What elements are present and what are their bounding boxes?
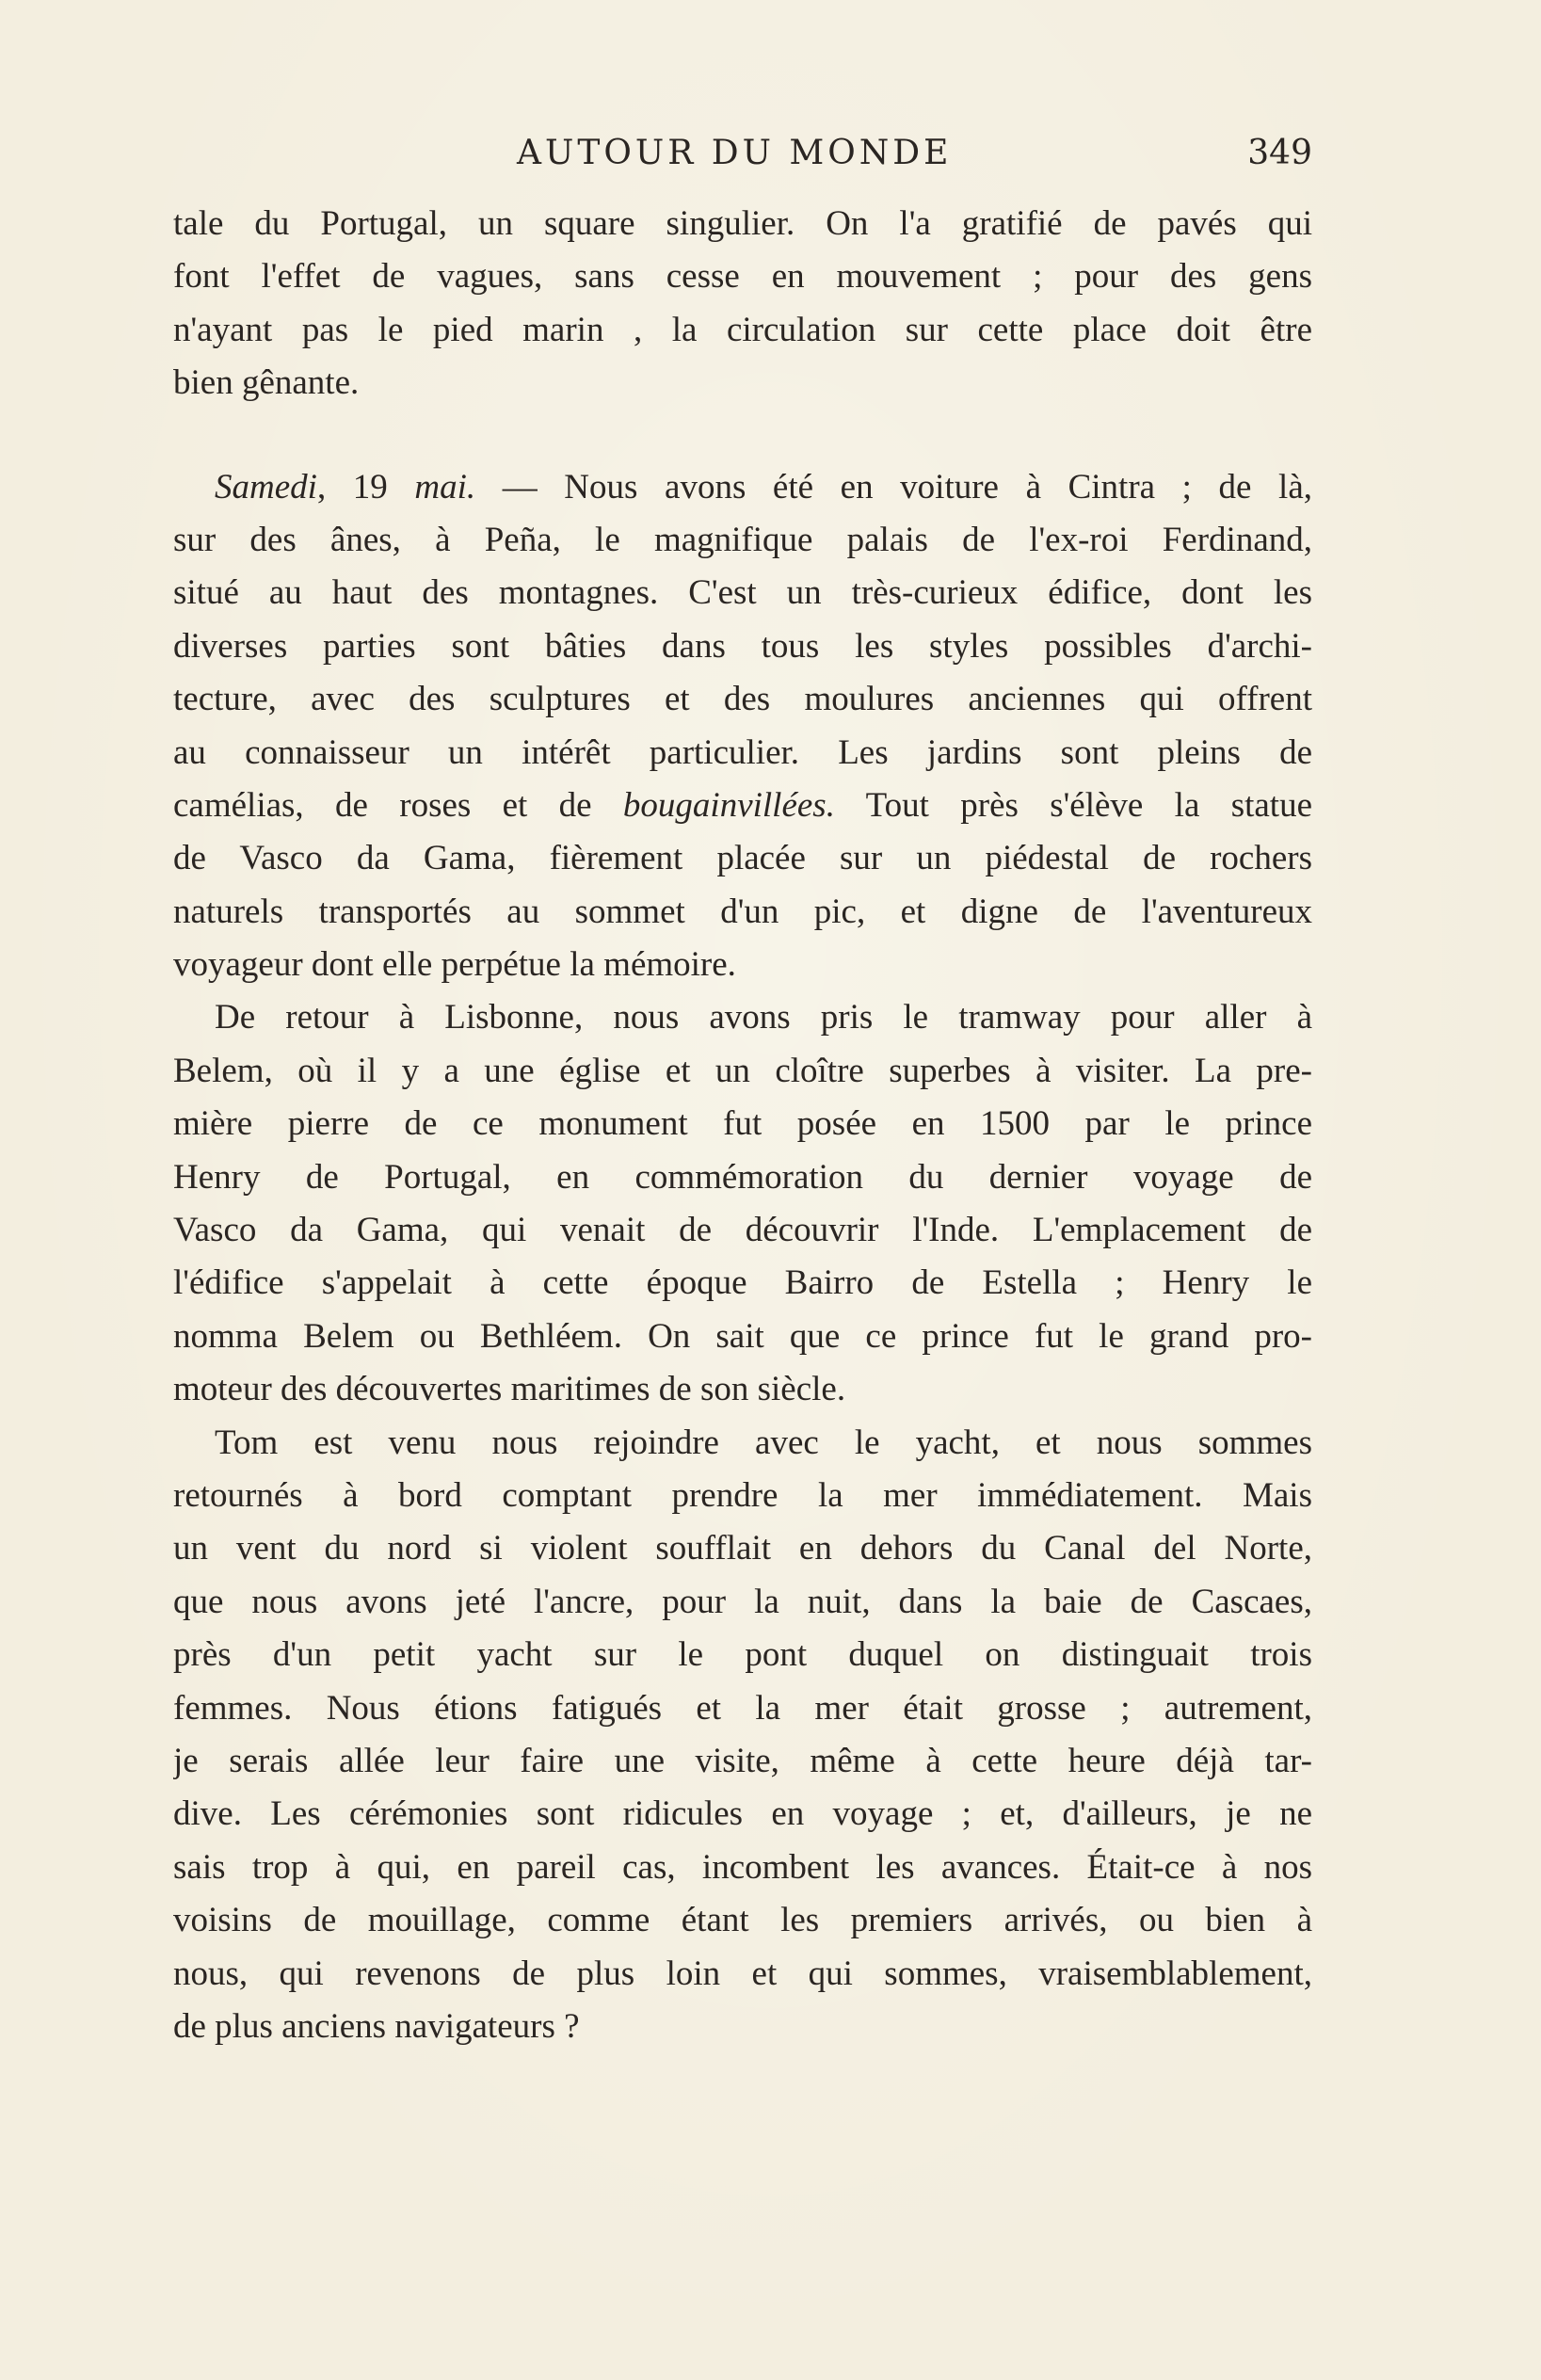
text-line: au connaisseur un intérêt particulier. Les jardins sont pleins de: [173, 732, 1312, 772]
paragraph-continuation: [173, 198, 1312, 410]
text-line: moteur des découvertes maritimes de son siècle.: [173, 1370, 846, 1409]
paragraph-tom: [173, 1417, 1312, 2054]
date-day: , 19: [316, 467, 415, 507]
body-text: [173, 198, 1312, 2053]
text-line-italic-term: [173, 780, 1312, 832]
text-line: de Vasco da Gama, fièrement placée sur un piédestal de rochers: [173, 839, 1312, 878]
paragraph-samedi: [173, 461, 1312, 992]
text-line: Vasco da Gama, qui venait de découvrir l'Inde. L'emplacement de: [173, 1211, 1312, 1250]
italic-term: bougainvillées.: [622, 785, 835, 825]
date-weekday: Samedi: [215, 467, 317, 507]
text-line: Henry de Portugal, en commémoration du dernier voyage de: [173, 1157, 1312, 1197]
text-line: tecture, avec des sculptures et des moulures anciennes qui offrent: [173, 680, 1312, 719]
section-gap: [173, 410, 1312, 461]
date-month: mai.: [414, 467, 476, 507]
text-line: voisins de mouillage, comme étant les premiers arrivés, ou bien à: [173, 1901, 1312, 1940]
text-line: sur des ânes, à Peña, le magnifique palais de l'ex-roi Ferdinand,: [173, 520, 1312, 559]
text-line: dive. Les cérémonies sont ridicules en voyage ; et, d'ailleurs, je ne: [173, 1794, 1312, 1834]
line-text: — Nous avons été en voiture à Cintra ; de là,: [475, 467, 1312, 507]
text-line: un vent du nord si violent soufflait en dehors du Canal del Norte,: [173, 1529, 1312, 1568]
text-line: de plus anciens navigateurs ?: [173, 2006, 580, 2046]
page-header: [173, 130, 1312, 177]
text-line: femmes. Nous étions fatigués et la mer était grosse ; autrement,: [173, 1688, 1312, 1728]
paragraph-lisbonne: [173, 991, 1312, 1416]
text-line: que nous avons jeté l'ancre, pour la nuit, dans la baie de Cascaes,: [173, 1582, 1312, 1621]
text-line: font l'effet de vagues, sans cesse en mouvement ; pour des gens: [173, 257, 1312, 297]
text-line: tale du Portugal, un square singulier. On l'a gratifié de pavés qui: [173, 204, 1312, 243]
text-line: bien gênante.: [173, 363, 360, 403]
text-line: l'édifice s'appelait à cette époque Bairro de Estella ; Henry le: [173, 1263, 1312, 1303]
text-line: diverses parties sont bâties dans tous les styles possibles d'archi-: [173, 626, 1312, 666]
text-line: sais trop à qui, en pareil cas, incombent les avances. Était-ce à nos: [173, 1847, 1312, 1887]
text-line: près d'un petit yacht sur le pont duquel on distinguait trois: [173, 1635, 1312, 1675]
text-line: situé au haut des montagnes. C'est un très-curieux édifice, dont les: [173, 573, 1312, 613]
text-line: nous, qui revenons de plus loin et qui sommes, vraisemblablement,: [173, 1954, 1312, 1993]
text-line: naturels transportés au sommet d'un pic, et digne de l'aventureux: [173, 892, 1312, 931]
text-line: voyageur dont elle perpétue la mémoire.: [173, 945, 736, 985]
line-text: Tout près s'élève la statue: [834, 785, 1312, 825]
text-line-dated: [173, 461, 1312, 514]
running-title: AUTOUR DU MONDE: [517, 134, 953, 172]
text-line: Tom est venu nous rejoindre avec le yacht, et nous sommes: [215, 1423, 1312, 1462]
line-text: camélias, de roses et de: [173, 785, 623, 825]
text-line: mière pierre de ce monument fut posée en 1500 par le prince: [173, 1104, 1312, 1144]
text-line: Belem, où il y a une église et un cloître superbes à visiter. La pre-: [173, 1051, 1312, 1090]
text-line: je serais allée leur faire une visite, même à cette heure déjà tar-: [173, 1741, 1312, 1780]
text-line: nomma Belem ou Bethléem. On sait que ce prince fut le grand pro-: [173, 1316, 1312, 1356]
text-line: n'ayant pas le pied marin , la circulation sur cette place doit être: [173, 310, 1312, 349]
page-number: 349: [1247, 134, 1312, 172]
text-line: De retour à Lisbonne, nous avons pris le tramway pour aller à: [215, 998, 1312, 1037]
text-line: retournés à bord comptant prendre la mer immédiatement. Mais: [173, 1475, 1312, 1515]
